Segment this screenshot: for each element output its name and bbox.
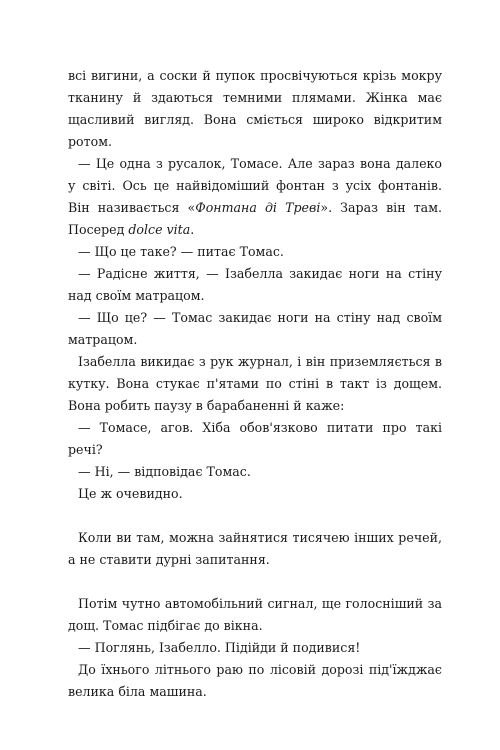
paragraph-4: — Радісне життя, — Ізабелла закидає ноги на стіну над своїм матрацом. <box>68 266 442 303</box>
paragraph-2-part: — Це одна з русалок, Томасе. Але зараз вона далеко у світі. Ось це найвідоміший фонтан з усіх фонтанів. Він називається « <box>68 156 442 215</box>
section-gap <box>68 571 442 593</box>
paragraph-2 <box>68 153 442 241</box>
italic-dolce-vita: dolce vita <box>128 222 191 237</box>
section-gap <box>68 505 442 527</box>
paragraph-8: — Ні, — відповідає Томас. <box>78 464 251 479</box>
paragraph-6: Ізабелла викидає з рук журнал, і він приземляється в кутку. Вона стукає п'ятами по стіні в такт із дощем. Вона робить паузу в барабаненні й каже: <box>68 354 442 413</box>
paragraph-10: Коли ви там, можна зайнятися тисячею інших речей, а не ставити дурні запитання. <box>68 530 442 567</box>
paragraph-13: До їхнього літнього раю по лісовій дорозі під'їжджає велика біла машина. <box>68 662 442 699</box>
paragraph-12: — Поглянь, Ізабелло. Підійди й подивися! <box>78 640 361 655</box>
paragraph-3: — Що це таке? — питає Томас. <box>78 244 284 259</box>
paragraph-2-part: ». Зараз він там. Посеред <box>68 200 442 237</box>
paragraph-2-part: . <box>190 222 195 237</box>
paragraph-7: — Томасе, агов. Хіба обов'язково питати про такі речі? <box>68 420 442 457</box>
paragraph-5: — Що це? — Томас закидає ноги на стіну над своїм матрацом. <box>68 310 442 347</box>
page-text <box>68 65 442 703</box>
paragraph-1: всі вигини, а соски й пупок просвічуються крізь мокру тканину й здаються темними плямами. Жінка має щасливий вигляд. Вона сміється широко відкритим ротом. <box>68 68 442 149</box>
paragraph-9: Це ж очевидно. <box>78 486 183 501</box>
paragraph-11: Потім чутно автомобільний сигнал, ще голосніший за дощ. Томас підбігає до вікна. <box>68 596 442 633</box>
italic-fountain-name: Фонтана ді Треві <box>195 200 321 215</box>
